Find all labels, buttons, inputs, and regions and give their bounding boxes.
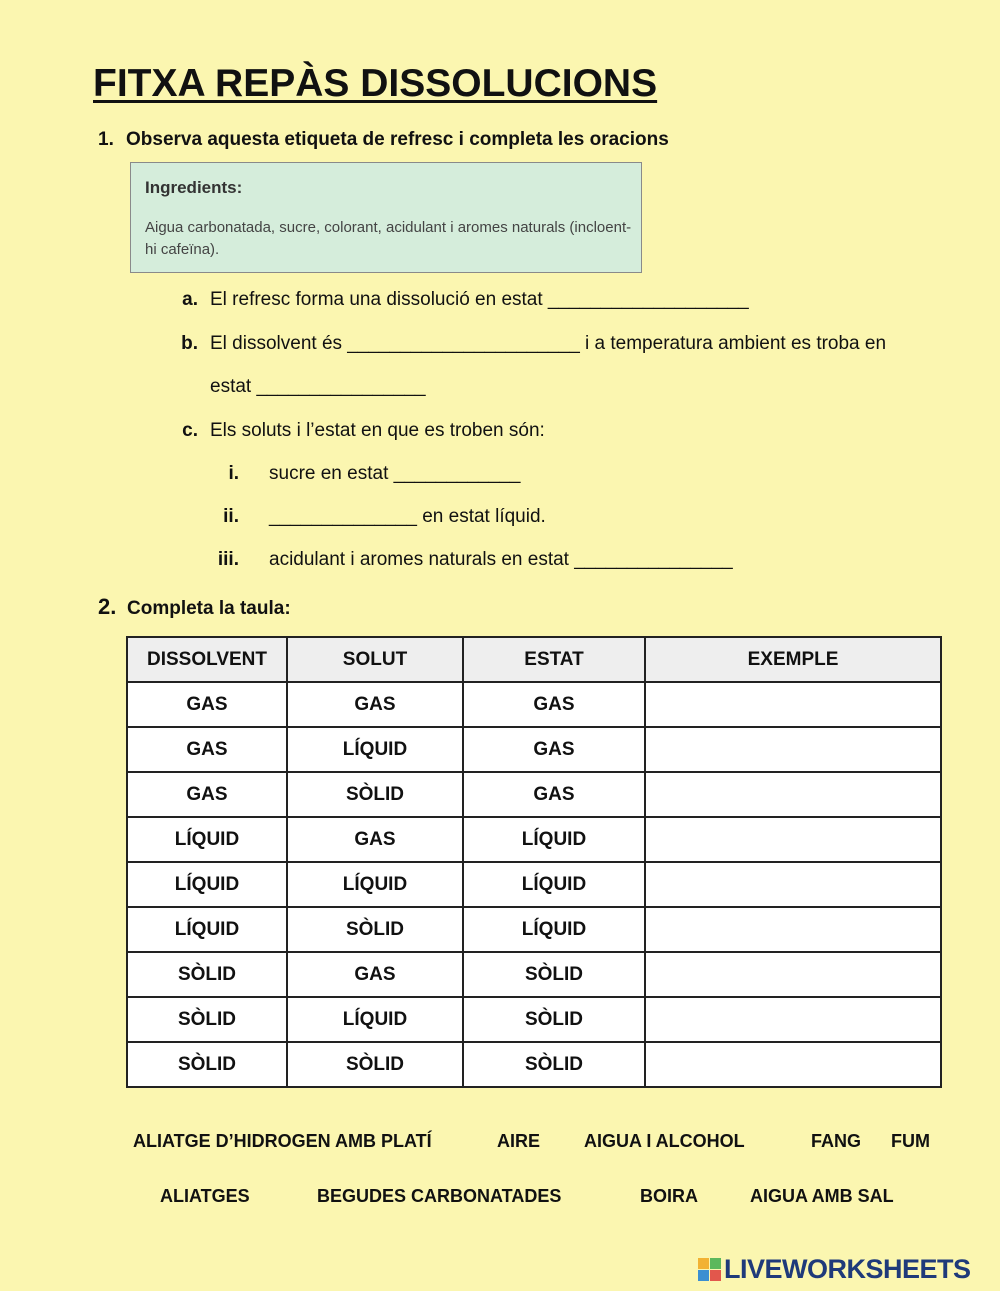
sentence-c: [182, 420, 545, 442]
sentence-a-marker: a.: [182, 289, 198, 310]
cell-solut: GAS: [287, 817, 463, 862]
liveworksheets-logo-icon: [698, 1258, 721, 1281]
sentence-b-continued: [210, 376, 426, 398]
cell-dissolvent: GAS: [127, 772, 287, 817]
question-2: [98, 594, 291, 620]
word-bank-item[interactable]: ALIATGE D’HIDROGEN AMB PLATÍ: [133, 1131, 432, 1151]
table-row: [127, 727, 941, 772]
label-title: Ingredients:: [145, 178, 243, 197]
header-solut: SOLUT: [287, 637, 463, 682]
cell-dissolvent: SÒLID: [127, 997, 287, 1042]
table-row: [127, 862, 941, 907]
sentence-c-ii-marker: ii.: [223, 506, 239, 527]
cell-exemple[interactable]: [645, 817, 941, 862]
label-text: Aigua carbonatada, sucre, colorant, acidulant i aromes naturals (incloent-hi cafeïna).: [145, 219, 632, 258]
cell-solut: GAS: [287, 952, 463, 997]
question-1-text: Observa aquesta etiqueta de refresc i completa les oracions: [126, 129, 669, 150]
header-estat: ESTAT: [463, 637, 645, 682]
liveworksheets-logo[interactable]: [698, 1252, 971, 1286]
cell-solut: SÒLID: [287, 907, 463, 952]
sentence-c-i: [228, 463, 521, 485]
table-row: [127, 952, 941, 997]
cell-dissolvent: GAS: [127, 727, 287, 772]
cell-exemple[interactable]: [645, 1042, 941, 1087]
cell-dissolvent: SÒLID: [127, 952, 287, 997]
sentence-c-text: Els soluts i l’estat en que es troben són:: [210, 420, 545, 441]
cell-exemple[interactable]: [645, 727, 941, 772]
cell-estat: LÍQUID: [463, 817, 645, 862]
question-2-text: Completa la taula:: [127, 598, 291, 619]
cell-dissolvent: SÒLID: [127, 1042, 287, 1087]
cell-dissolvent: LÍQUID: [127, 862, 287, 907]
sentence-a-text[interactable]: El refresc forma una dissolució en estat ___________________: [210, 289, 749, 310]
liveworksheets-logo-text: LIVEWORKSHEETS: [724, 1253, 971, 1284]
header-dissolvent: DISSOLVENT: [127, 637, 287, 682]
sentence-b: [181, 333, 887, 355]
cell-solut: LÍQUID: [287, 727, 463, 772]
cell-exemple[interactable]: [645, 862, 941, 907]
sentence-b-marker: b.: [181, 333, 198, 354]
cell-exemple[interactable]: [645, 997, 941, 1042]
cell-solut: LÍQUID: [287, 997, 463, 1042]
cell-exemple[interactable]: [645, 907, 941, 952]
word-bank-item[interactable]: AIGUA AMB SAL: [750, 1186, 894, 1206]
word-bank-item[interactable]: FUM: [891, 1131, 930, 1151]
page-title: FITXA REPÀS DISSOLUCIONS: [93, 62, 658, 105]
sentence-a: [182, 289, 749, 311]
cell-estat: GAS: [463, 772, 645, 817]
cell-exemple[interactable]: [645, 952, 941, 997]
logo-square: [710, 1258, 721, 1269]
sentence-c-iii-text[interactable]: acidulant i aromes naturals en estat _______________: [269, 549, 733, 570]
word-bank-item[interactable]: FANG: [811, 1131, 862, 1151]
cell-solut: GAS: [287, 682, 463, 727]
cell-estat: GAS: [463, 682, 645, 727]
sentence-b-continued-text[interactable]: estat ________________: [210, 376, 426, 397]
table-row: [127, 1042, 941, 1087]
cell-estat: SÒLID: [463, 952, 645, 997]
drink-label-image: [130, 162, 642, 273]
cell-estat: SÒLID: [463, 1042, 645, 1087]
sentence-b-text[interactable]: El dissolvent és ______________________ i a temperatura ambient es troba en: [210, 333, 887, 354]
sentence-c-ii-text[interactable]: ______________ en estat líquid.: [269, 506, 546, 527]
sentence-c-iii: [217, 549, 733, 571]
table-header-row: [127, 637, 941, 682]
cell-solut: SÒLID: [287, 772, 463, 817]
word-bank-item[interactable]: AIRE: [497, 1131, 541, 1151]
solutions-table: [126, 636, 942, 1088]
cell-estat: LÍQUID: [463, 907, 645, 952]
word-bank-item[interactable]: BEGUDES CARBONATADES: [317, 1186, 562, 1206]
table-row: [127, 772, 941, 817]
cell-dissolvent: LÍQUID: [127, 907, 287, 952]
logo-square: [698, 1270, 709, 1281]
word-bank-item[interactable]: AIGUA I ALCOHOL: [584, 1131, 745, 1151]
question-1-number: 1.: [98, 129, 114, 150]
cell-dissolvent: LÍQUID: [127, 817, 287, 862]
sentence-c-i-text[interactable]: sucre en estat ____________: [269, 463, 521, 484]
question-1: [98, 129, 669, 151]
table-row: [127, 997, 941, 1042]
cell-exemple[interactable]: [645, 682, 941, 727]
table-row: [127, 682, 941, 727]
cell-estat: LÍQUID: [463, 862, 645, 907]
cell-dissolvent: GAS: [127, 682, 287, 727]
cell-exemple[interactable]: [645, 772, 941, 817]
cell-solut: LÍQUID: [287, 862, 463, 907]
logo-square: [710, 1270, 721, 1281]
cell-estat: SÒLID: [463, 997, 645, 1042]
sentence-c-iii-marker: iii.: [217, 549, 239, 570]
sentence-c-ii: [223, 506, 546, 528]
table-row: [127, 907, 941, 952]
sentence-c-marker: c.: [182, 420, 198, 441]
sentence-c-i-marker: i.: [228, 463, 239, 484]
word-bank-item[interactable]: ALIATGES: [160, 1186, 250, 1206]
cell-estat: GAS: [463, 727, 645, 772]
cell-solut: SÒLID: [287, 1042, 463, 1087]
word-bank-item[interactable]: BOIRA: [640, 1186, 698, 1206]
header-exemple: EXEMPLE: [645, 637, 941, 682]
logo-square: [698, 1258, 709, 1269]
question-2-number: 2.: [98, 594, 117, 619]
table-row: [127, 817, 941, 862]
